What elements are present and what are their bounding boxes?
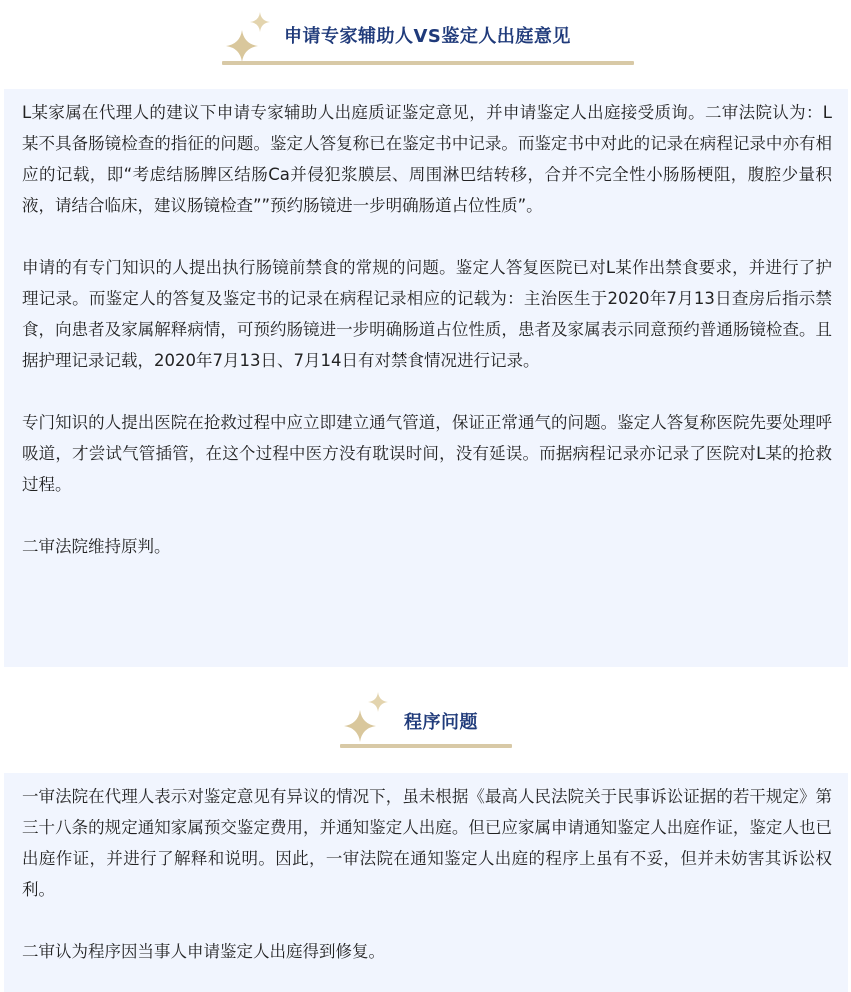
- paragraph-spacer: [22, 376, 832, 407]
- paragraph: 二审法院维持原判。: [22, 537, 171, 556]
- section-header-procedure: [0, 686, 851, 758]
- title-underline: [340, 744, 512, 748]
- paragraph: 一审法院在代理人表示对鉴定意见有异议的情况下，虽未根据《最高人民法院关于民事诉讼证据的若干规定》第三十八条的规定通知家属预交鉴定费用，并通知鉴定人出庭。但已应家属申请通知鉴定人出庭作证，鉴定人也已出庭作证，并进行了解释和说明。因此，一审法院在通知鉴定人出庭的程序上虽有不妥，但并未妨害其诉讼权利。: [22, 787, 832, 899]
- paragraph-spacer: [22, 221, 832, 252]
- title-underline: [222, 61, 634, 65]
- paragraph-spacer: [22, 500, 832, 531]
- paragraph: 专门知识的人提出医院在抢救过程中应立即建立通气管道，保证正常通气的问题。鉴定人答复称医院先要处理呼吸道，才尝试气管插管，在这个过程中医方没有耽误时间，没有延误。而据病程记录亦记录了医院对L某的抢救过程。: [22, 413, 832, 494]
- section-title: 申请专家辅助人VS鉴定人出庭意见: [284, 26, 571, 47]
- sparkle-stars-icon: [338, 690, 394, 746]
- paragraph: 申请的有专门知识的人提出执行肠镜前禁食的常规的问题。鉴定人答复医院已对L某作出禁食要求，并进行了护理记录。而鉴定人的答复及鉴定书的记录在病程记录相应的记载为：主治医生于2020年7月13日查房后指示禁食，向患者及家属解释病情，可预约肠镜进一步明确肠道占位性质，患者及家属表示同意预约普通肠镜检查。且据护理记录记载，2020年7月13日、7月14日有对禁食情况进行记录。: [22, 258, 832, 370]
- paragraph: 二审认为程序因当事人申请鉴定人出庭得到修复。: [22, 942, 385, 961]
- sparkle-stars-icon: [220, 10, 276, 66]
- section-content-expert-assistant: [4, 89, 848, 667]
- paragraph-spacer: [22, 905, 832, 936]
- section-header-expert-assistant: [0, 0, 851, 80]
- section-title: 程序问题: [404, 712, 478, 733]
- paragraph: L某家属在代理人的建议下申请专家辅助人出庭质证鉴定意见，并申请鉴定人出庭接受质询。二审法院认为：L某不具备肠镜检查的指征的问题。鉴定人答复称已在鉴定书中记录。而鉴定书中对此的记录在病程记录中亦有相应的记载，即“考虑结肠脾区结肠Ca并侵犯浆膜层、周围淋巴结转移，合并不完全性小肠肠梗阻，腹腔少量积液，请结合临床，建议肠镜检查””预约肠镜进一步明确肠道占位性质”。: [22, 103, 832, 215]
- section-content-procedure: [4, 773, 848, 992]
